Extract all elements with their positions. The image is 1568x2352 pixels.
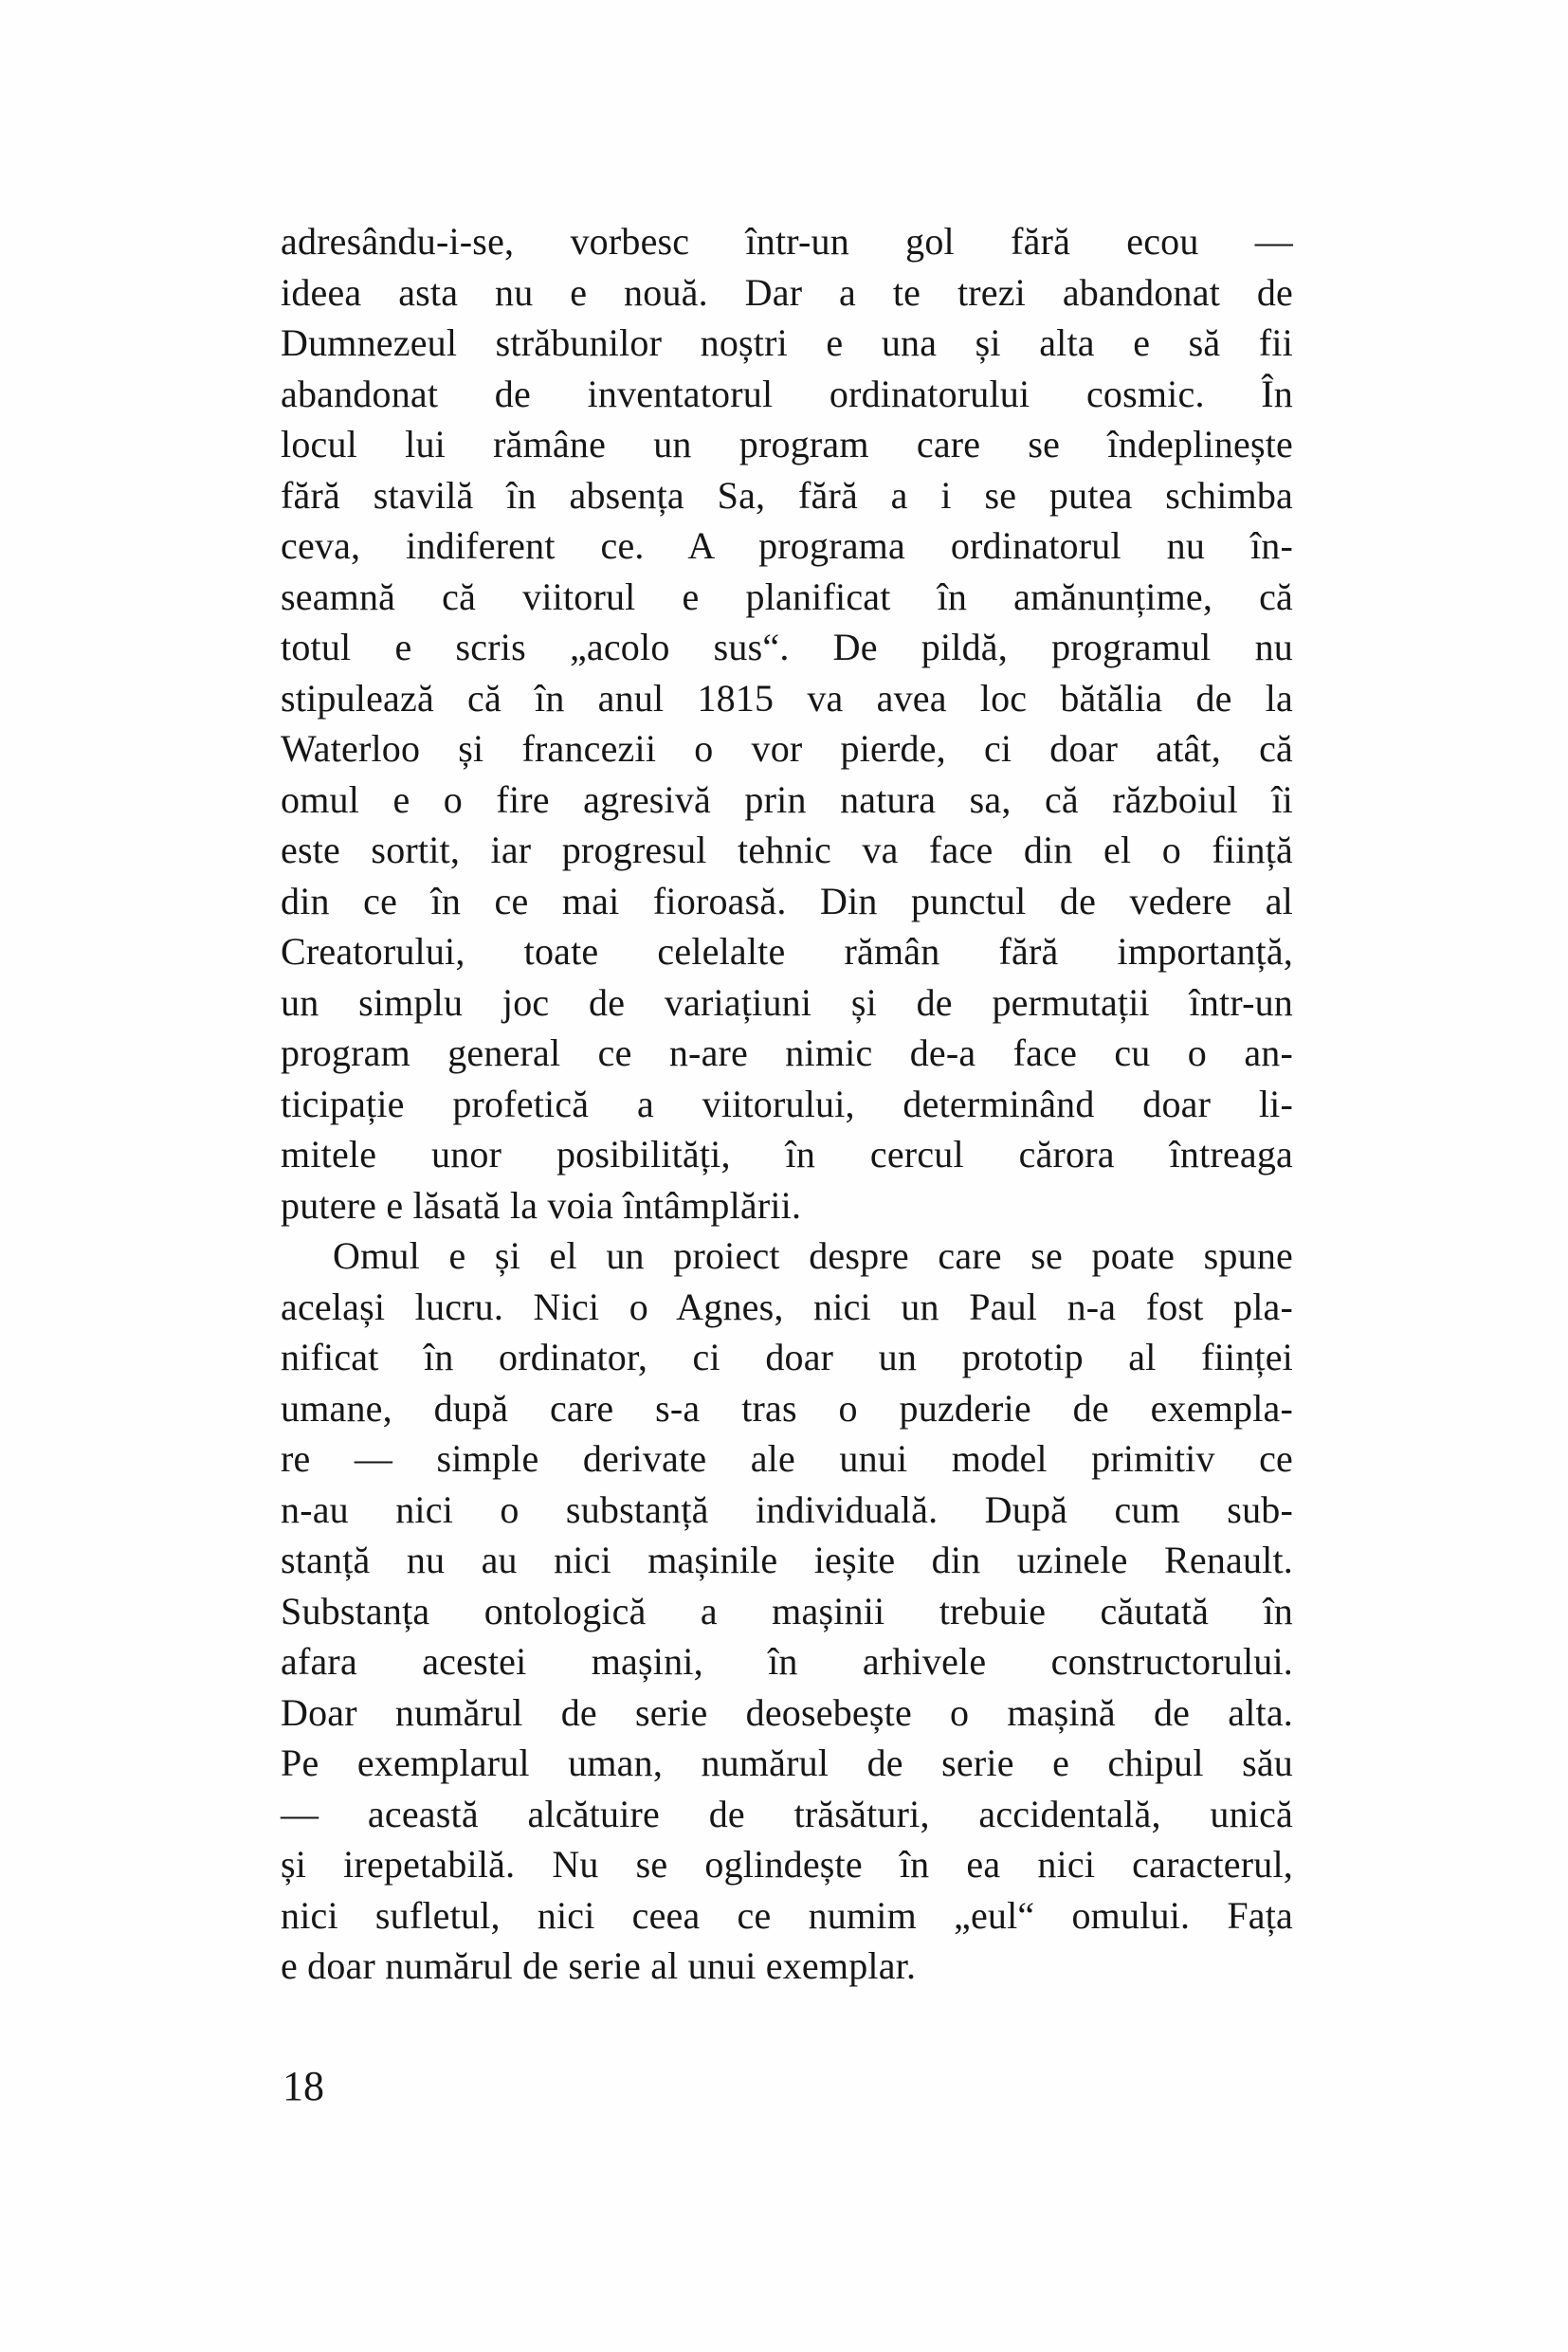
text-line: adresându-i-se, vorbesc într-un gol fără ecou —	[281, 220, 1293, 263]
text-line: afara acestei mașini, în arhivele constructorului.	[281, 1640, 1293, 1683]
paragraph	[281, 216, 1293, 1231]
text-line: n-au nici o substanță individuală. După cum sub-	[281, 1487, 1293, 1531]
text-line: Waterloo și francezii o vor pierde, ci doar atât, că	[281, 727, 1293, 770]
text-line: umane, după care s-a tras o puzderie de exempla-	[281, 1386, 1293, 1430]
text-line: putere e lăsată la voia întâmplării.	[281, 1183, 802, 1227]
text-line: din ce în ce mai fioroasă. Din punctul de vedere al	[281, 879, 1293, 922]
page-number: 18	[283, 2063, 324, 2109]
text-line: abandonat de inventatorul ordinatorului cosmic. În	[281, 372, 1293, 415]
text-line: re — simple derivate ale unui model primitiv ce	[281, 1437, 1293, 1480]
text-line: Dumnezeul străbunilor noștri e una și alta e să fii	[281, 321, 1293, 364]
text-line: și irepetabilă. Nu se oglindește în ea nici caracterul,	[281, 1843, 1293, 1886]
text-line: Substanța ontologică a mașinii trebuie căutată în	[281, 1589, 1293, 1632]
text-line: fără stavilă în absența Sa, fără a i se putea schimba	[281, 473, 1293, 517]
text-line: stipulează că în anul 1815 va avea loc bătălia de la	[281, 676, 1293, 720]
text-line: mitele unor posibilități, în cercul cărora întreaga	[281, 1133, 1293, 1176]
text-line: omul e o fire agresivă prin natura sa, că războiul îi	[281, 777, 1293, 821]
text-line: ideea asta nu e nouă. Dar a te trezi abandonat de	[281, 270, 1293, 314]
text-line: același lucru. Nici o Agnes, nici un Paul n-a fost pla-	[281, 1285, 1293, 1328]
text-line: seamnă că viitorul e planificat în amănunțime, că	[281, 574, 1293, 618]
text-line: Doar numărul de serie deosebește o mașină de alta.	[281, 1690, 1293, 1734]
text-line: locul lui rămâne un program care se îndeplinește	[281, 423, 1293, 465]
paragraph	[281, 1231, 1293, 1992]
text-line: nificat în ordinator, ci doar un prototip al ființei	[281, 1336, 1293, 1378]
text-line: totul e scris „acolo sus“. De pildă, programul nu	[281, 626, 1293, 668]
text-line: este sortit, iar progresul tehnic va face din el o ființă	[281, 829, 1293, 871]
text-line: stanță nu au nici mașinile ieșite din uzinele Renault.	[281, 1539, 1293, 1581]
text-line: Pe exemplarul uman, numărul de serie e chipul său	[281, 1741, 1293, 1784]
text-line: ticipație profetică a viitorului, determinând doar li-	[281, 1082, 1293, 1125]
text-line: Omul e și el un proiect despre care se poate spune	[333, 1234, 1293, 1277]
text-line: nici sufletul, nici ceea ce numim „eul“ omului. Fața	[281, 1893, 1293, 1937]
text-line: un simplu joc de variațiuni și de permutații într-un	[281, 980, 1293, 1024]
text-line: — această alcătuire de trăsături, accidentală, unică	[281, 1792, 1293, 1835]
text-line: ceva, indiferent ce. A programa ordinatorul nu în-	[281, 524, 1293, 567]
text-line: e doar numărul de serie al unui exemplar.	[281, 1944, 917, 1987]
text-line: Creatorului, toate celelalte rămân fără importanță,	[281, 930, 1293, 973]
text-line: program general ce n-are nimic de-a face cu o an-	[281, 1031, 1293, 1074]
body-text	[281, 216, 1293, 1992]
